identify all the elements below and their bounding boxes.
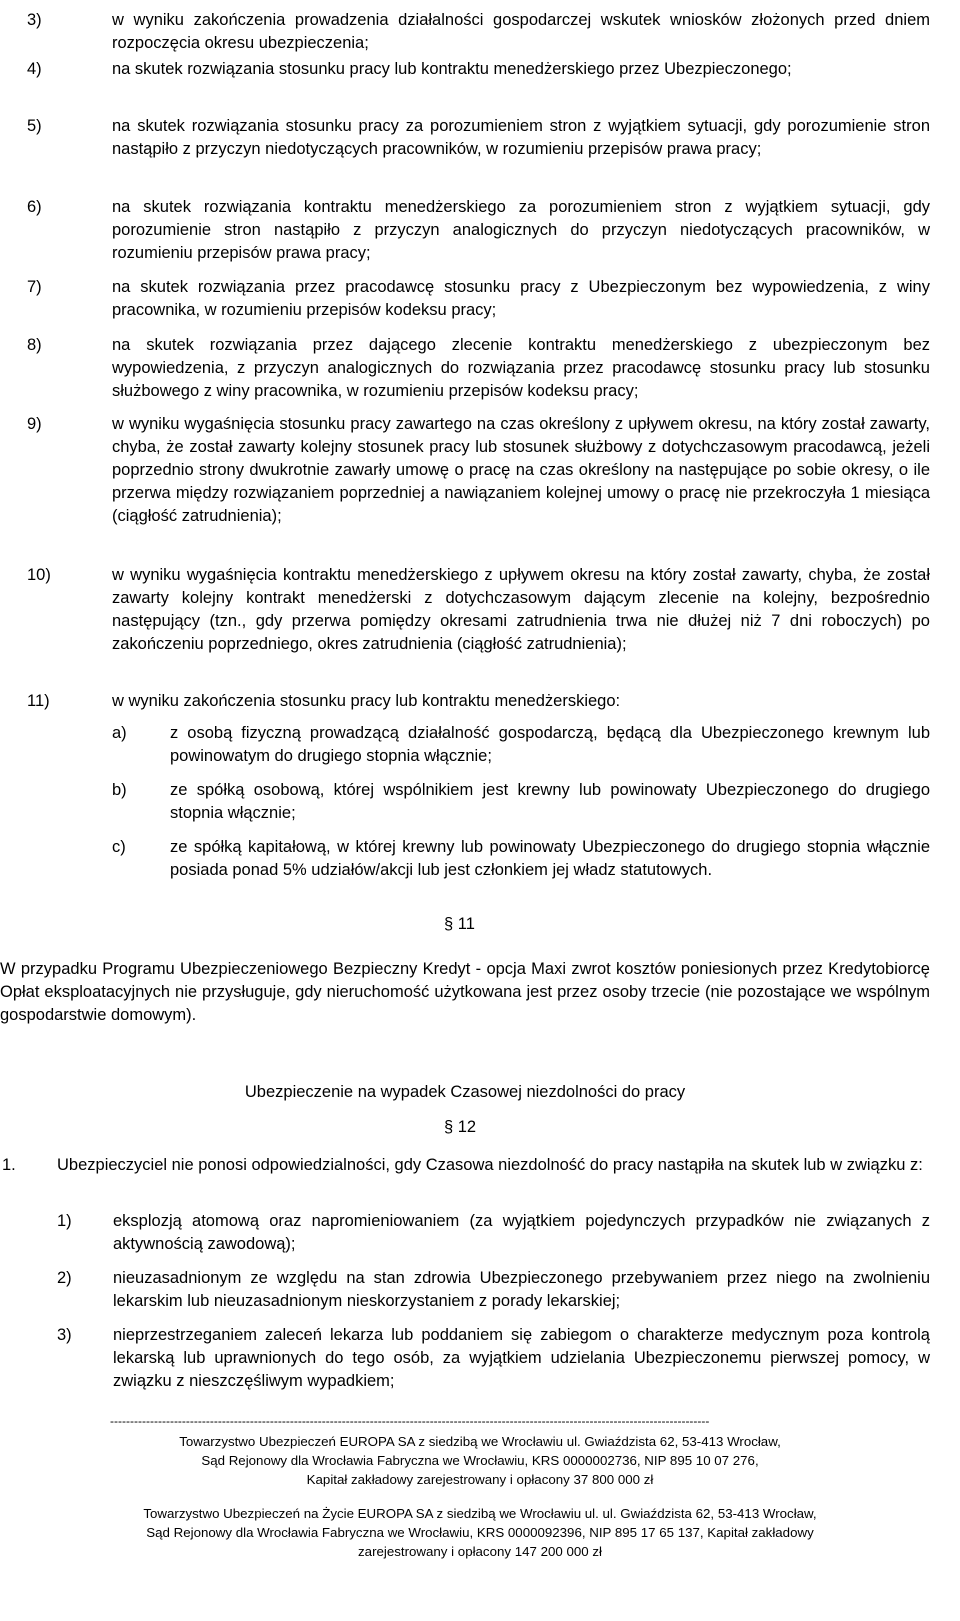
item-text: w wyniku wygaśnięcia kontraktu menedżerskiego z upływem okresu na który został zawarty, chyba, że został zawarty kolejny kontrakt menedżerski z dotychczasowym dającym zlecenie na kolejny, bezpośrednio następujący (tzn., gdy przerwa pomiędzy okresami zatrudnienia trwa nie dłużej niż 7 dni roboczych) po zakończeniu poprzedniego, okres zatrudnienia (ciągłość zatrudnienia); xyxy=(112,566,930,653)
paragraph-11-text: W przypadku Programu Ubezpieczeniowego Bezpieczny Kredyt - opcja Maxi zwrot kosztów poniesionych przez Kredytobiorcę Opłat eksploatacyjnych nie przysługuje, gdy nieruchomość użytkowana jest przez osoby trzecie (nie pozostające we wspólnym gospodarstwie domowym). xyxy=(0,960,930,1024)
item-text: nieuzasadnionym ze względu na stan zdrowia Ubezpieczonego przebywaniem przez niego na zwolnieniu lekarskim lub nieuzasadnionym nieskorzystaniem z porady lekarskiej; xyxy=(113,1269,930,1310)
section-mark-11: § 11 xyxy=(444,915,475,933)
item-text: eksplozją atomową oraz napromieniowaniem (za wyjątkiem pojedynczych przypadków nie związanych z aktywnością zawodową); xyxy=(113,1212,930,1253)
footer-line: Sąd Rejonowy dla Wrocławia Fabryczna we Wrocławiu, KRS 0000002736, NIP 895 10 07 276, xyxy=(201,1453,759,1468)
item-text: na skutek rozwiązania kontraktu menedżerskiego za porozumieniem stron z wyjątkiem sytuacji, gdy porozumienie stron nastąpiło z przyczyn analogicznych do przyczyn niedotyczących pracowników, w rozumieniu przepisów prawa pracy; xyxy=(112,198,930,262)
item-text: na skutek rozwiązania przez dającego zlecenie kontraktu menedżerskiego z ubezpieczonym bez wypowiedzenia, z przyczyn analogicznych do rozwiązania przez pracodawcę stosunku pracy lub stosunku służbowego z winy pracownika, w rozumieniu przepisów kodeksu pracy; xyxy=(112,336,930,400)
item-text: w wyniku zakończenia prowadzenia działalności gospodarczej wskutek wniosków złożonych przed dniem rozpoczęcia okresu ubezpieczenia; xyxy=(112,11,930,52)
section-mark-12: § 12 xyxy=(444,1118,477,1136)
sub-item-letter: c) xyxy=(112,838,126,856)
footer-line: Towarzystwo Ubezpieczeń EUROPA SA z siedzibą we Wrocławiu ul. Gwiaździsta 62, 53-413 Wrocław, xyxy=(179,1434,781,1449)
item-number: 11) xyxy=(27,692,50,710)
item-number: 4) xyxy=(27,60,42,78)
item-number: 3) xyxy=(27,11,42,29)
item-text: w wyniku wygaśnięcia stosunku pracy zawartego na czas określony z upływem okresu, na który został zawarty, chyba, że został zawarty kolejny stosunek pracy lub stosunek służbowy z dotychczasowym pracodawcą, jeżeli poprzednio strony dwukrotnie zawarły umowę o pracę na czas określony na następujące po sobie okresy, o ile przerwa między rozwiązaniem poprzedniej a nawiązaniem kolejnej umowy o pracę nie przekroczyła 1 miesiąca (ciągłość zatrudnienia); xyxy=(112,415,930,525)
paragraph-11 xyxy=(0,958,930,1027)
point-text: Ubezpieczyciel nie ponosi odpowiedzialności, gdy Czasowa niezdolność do pracy nastąpiła na skutek lub w związku z: xyxy=(57,1156,923,1174)
item-text: na skutek rozwiązania stosunku pracy za porozumieniem stron z wyjątkiem sytuacji, gdy porozumienie stron nastąpiło z przyczyn niedotyczących pracowników, w rozumieniu przepisów prawa pracy; xyxy=(112,117,930,158)
footer-block-2 xyxy=(0,1504,960,1561)
footer-line: Towarzystwo Ubezpieczeń na Życie EUROPA SA z siedzibą we Wrocławiu ul. ul. Gwiaździsta 62, 53-413 Wrocław, xyxy=(143,1506,817,1521)
section-heading: Ubezpieczenie na wypadek Czasowej niezdolności do pracy xyxy=(244,1083,686,1101)
item-number: 7) xyxy=(27,278,42,296)
sub-item-text: ze spółką kapitałową, w której krewny lub powinowaty Ubezpieczonego do drugiego stopnia włącznie posiada ponad 5% udziałów/akcji lub jest członkiem jej władz statutowych. xyxy=(170,838,930,879)
item-number: 1) xyxy=(57,1212,72,1230)
sub-item-text: ze spółką osobową, której wspólnikiem jest krewny lub powinowaty Ubezpieczonego do drugiego stopnia włącznie; xyxy=(170,781,930,822)
footer-divider: ------------------------------------------------------------------------------------------------------------------------------------------------------ xyxy=(110,1414,710,1428)
item-number: 3) xyxy=(57,1326,72,1344)
item-number: 2) xyxy=(57,1269,72,1287)
item-number: 9) xyxy=(27,415,42,433)
footer-block-1 xyxy=(0,1432,960,1489)
sub-item-letter: a) xyxy=(112,724,127,742)
footer-line: Sąd Rejonowy dla Wrocławia Fabryczna we Wrocławiu, KRS 0000092396, NIP 895 17 65 137, Kapitał zakładowy xyxy=(146,1525,814,1540)
footer-line: Kapitał zakładowy zarejestrowany i opłacony 37 800 000 zł xyxy=(306,1472,654,1487)
item-text: w wyniku zakończenia stosunku pracy lub kontraktu menedżerskiego: xyxy=(112,692,621,710)
item-text: na skutek rozwiązania stosunku pracy lub kontraktu menedżerskiego przez Ubezpieczonego; xyxy=(112,60,792,78)
item-text: na skutek rozwiązania przez pracodawcę stosunku pracy z Ubezpieczonym bez wypowiedzenia, z winy pracownika, w rozumieniu przepisów kodeksu pracy; xyxy=(112,278,930,319)
item-text: nieprzestrzeganiem zaleceń lekarza lub poddaniem się zabiegom o charakterze medycznym poza kontrolą lekarską lub uprawnionych do tego osób, za wyjątkiem udzielania Ubezpieczonemu pierwszej pomocy, w związku z nieszczęśliwym wypadkiem; xyxy=(113,1326,930,1390)
item-number: 8) xyxy=(27,336,42,354)
sub-item-text: z osobą fizyczną prowadzącą działalność gospodarczą, będącą dla Ubezpieczonego krewnym lub powinowatym do drugiego stopnia włącznie; xyxy=(170,724,930,765)
point-number: 1. xyxy=(2,1156,16,1174)
item-number: 5) xyxy=(27,117,42,135)
item-number: 6) xyxy=(27,198,42,216)
footer-line: zarejestrowany i opłacony 147 200 000 zł xyxy=(358,1544,602,1559)
item-number: 10) xyxy=(27,566,51,584)
sub-item-letter: b) xyxy=(112,781,127,799)
